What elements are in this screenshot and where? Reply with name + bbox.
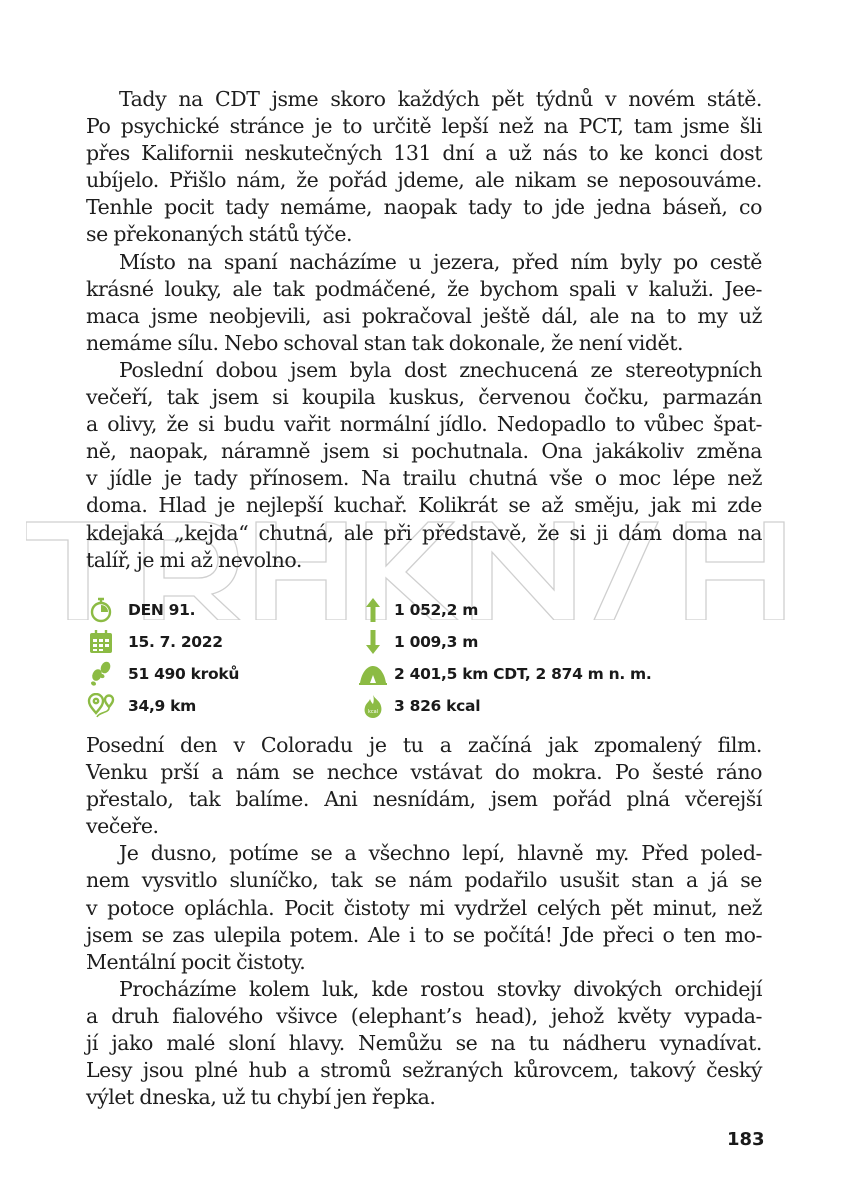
text-line: přestalo, tak balíme. Ani nesnídám, jsem pořád plná včerejší bbox=[86, 787, 762, 812]
text-line: jsem se zas ulepila potem. Ale i to se počítá! Jde přeci o ten mo- bbox=[86, 922, 762, 947]
page-number: 183 bbox=[727, 1129, 765, 1150]
text-line: talíř, je mi až nevolno. bbox=[86, 547, 302, 572]
text-line: Tenhle pocit tady nemáme, naopak tady to jde jedna báseň, co bbox=[86, 195, 762, 220]
text-line: Procházíme kolem luk, kde rostou stovky divokých orchidejí bbox=[119, 976, 762, 1001]
stat-value: 15. 7. 2022 bbox=[128, 633, 223, 651]
stat-campsite bbox=[358, 661, 652, 687]
stat-distance bbox=[86, 693, 196, 719]
stat-descent bbox=[358, 629, 478, 655]
stat-steps bbox=[86, 661, 239, 687]
paragraphs-day-90 bbox=[86, 86, 762, 574]
text-line: Posední den v Coloradu je tu a začíná jak zpomalený film. bbox=[86, 733, 762, 757]
stat-date bbox=[86, 629, 223, 655]
text-line: Venku prší a nám se nechce vstávat do mokra. Po šesté ráno bbox=[86, 760, 762, 785]
text-line: večeře. bbox=[86, 814, 159, 839]
route-pins-icon bbox=[86, 693, 116, 719]
stat-value: 2 401,5 km CDT, 2 874 m n. m. bbox=[394, 665, 652, 683]
text-line: a druh fialového všivce (elephant’s head), jehož květy vypada- bbox=[86, 1003, 762, 1028]
text-line: Tady na CDT jsme skoro každých pět týdnů v novém státě. bbox=[119, 87, 762, 111]
stat-value: 1 052,2 m bbox=[394, 601, 479, 619]
stat-value: 3 826 kcal bbox=[394, 697, 481, 715]
stat-calories bbox=[358, 693, 480, 719]
stat-value: 34,9 km bbox=[128, 697, 196, 715]
text-line: doma. Hlad je nejlepší kuchař. Kolikrát se až směju, jak mi zde bbox=[86, 493, 762, 518]
text-line: Lesy jsou plné hub a stromů sežraných kůrovcem, takový český bbox=[86, 1058, 762, 1083]
text-line: Poslední dobou jsem byla dost znechucená ze stereotypních bbox=[119, 357, 762, 382]
stat-value: 1 009,3 m bbox=[394, 633, 479, 651]
flame-kcal-icon bbox=[358, 693, 388, 719]
text-line: výlet dneska, už tu chybí jen řepka. bbox=[86, 1085, 436, 1110]
footprints-icon bbox=[86, 661, 116, 687]
text-line: a olivy, že si budu vařit normální jídlo. Nedopadlo to vůbec špat- bbox=[86, 412, 762, 437]
arrow-down-icon bbox=[358, 629, 388, 655]
text-line: přes Kalifornii neskutečných 131 dní a už nás to ke konci dost bbox=[86, 141, 762, 166]
text-line: nemáme sílu. Nebo schoval stan tak dokonale, že není vidět. bbox=[86, 330, 684, 355]
text-line: krásné louky, ale tak podmáčené, že bychom spali v kaluži. Jee- bbox=[86, 276, 762, 301]
text-line: se překonaných států týče. bbox=[86, 222, 353, 247]
text-line: ně, naopak, náramně jsem si pochutnala. Ona jakákoliv změna bbox=[86, 439, 762, 464]
text-line: Místo na spaní nacházíme u jezera, před ním byly po cestě bbox=[119, 249, 762, 274]
stat-value: DEN 91. bbox=[128, 601, 196, 619]
text-line: v potoce opláchla. Pocit čistoty mi vydržel celých pět minut, než bbox=[86, 895, 762, 920]
stat-value: 51 490 kroků bbox=[128, 665, 240, 683]
arrow-up-icon bbox=[358, 597, 388, 623]
text-line: večeří, tak jsem si koupila kuskus, červenou čočku, parmazán bbox=[86, 385, 762, 410]
paragraphs-day-91 bbox=[86, 732, 762, 1111]
text-line: Mentální pocit čistoty. bbox=[86, 949, 306, 974]
text-line: kdejaká „kejda“ chutná, ale při představě, že si ji dám doma na bbox=[86, 520, 762, 545]
text-line: jí jako malé sloní hlavy. Nemůžu se na tu nádheru vynadívat. bbox=[86, 1031, 762, 1056]
stat-ascent bbox=[358, 597, 478, 623]
text-line: Je dusno, potíme se a všechno lepí, hlavně my. Před poled- bbox=[119, 841, 762, 866]
text-line: ubíjelo. Přišlo nám, že pořád jdeme, ale nikam se neposouváme. bbox=[86, 168, 762, 193]
text-line: Po psychické stránce je to určitě lepší než na PCT, tam jsme šli bbox=[86, 114, 762, 139]
stopwatch-icon bbox=[86, 597, 116, 623]
kcal-label: kcal bbox=[367, 709, 379, 715]
text-line: v jídle je tady přínosem. Na trailu chutná vše o moc lépe než bbox=[86, 466, 762, 491]
calendar-icon bbox=[86, 629, 116, 655]
stat-day bbox=[86, 597, 195, 623]
tent-icon bbox=[358, 661, 388, 687]
day-stats bbox=[86, 597, 686, 722]
text-line: maca jsme neobjevili, asi pokračoval ještě dál, ale na to my už bbox=[86, 303, 762, 328]
text-line: nem vysvitlo sluníčko, tak se nám podařilo usušit stan a já se bbox=[86, 868, 762, 893]
